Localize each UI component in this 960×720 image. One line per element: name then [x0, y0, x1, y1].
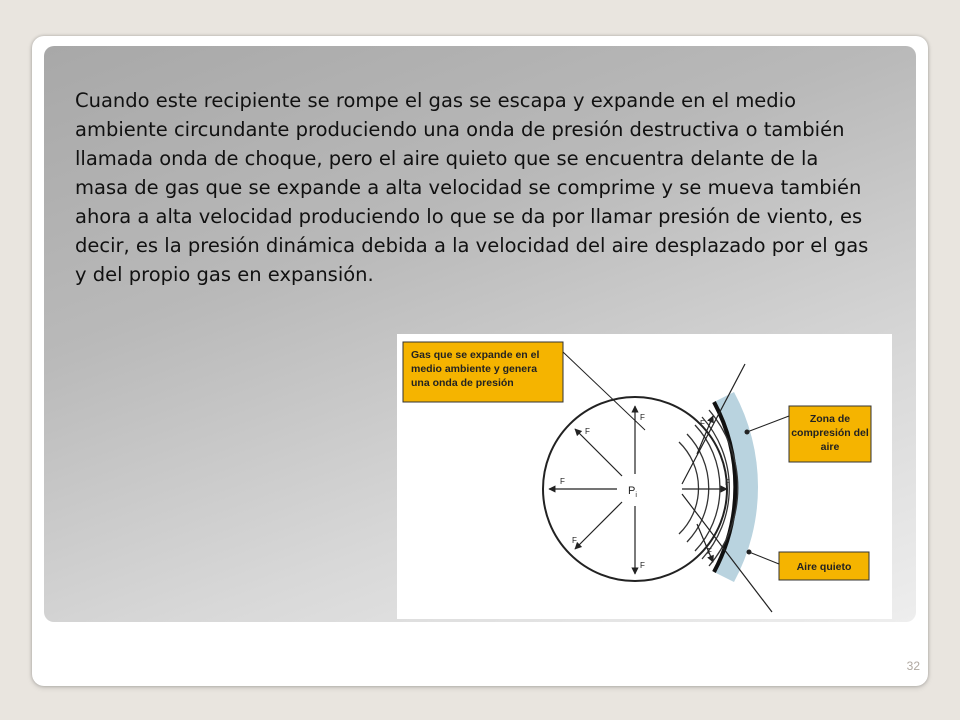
svg-text:F: F: [725, 478, 730, 487]
svg-text:F: F: [700, 419, 705, 428]
svg-text:F: F: [585, 427, 590, 436]
center-pressure-label: $P_i$: [628, 485, 637, 499]
pressure-wave-diagram: [397, 334, 892, 619]
label-compression: [789, 406, 871, 462]
pointer-still-air: [749, 552, 779, 564]
pointer-still-air-dot: [747, 550, 752, 555]
svg-text:F: F: [707, 547, 712, 556]
label-expansion: [403, 342, 563, 402]
svg-text:una onda de presión: una onda de presión: [411, 377, 514, 389]
svg-text:F: F: [640, 561, 645, 570]
label-still-air: [779, 552, 869, 580]
svg-text:F: F: [572, 536, 577, 545]
pointer-compression-dot: [745, 430, 750, 435]
svg-text:F: F: [560, 477, 565, 486]
body-text: Cuando este recipiente se rompe el gas se escapa y expande en el medio ambiente circundante produciendo una onda de presión destructiva o también llamada onda de choque, pero el aire quieto que se encuentra delante de la masa de gas que se expande a alta velocidad se comprime y se mueva también ahora a alta velocidad produciendo lo que se da por llamar presión de viento, es decir, es la presión dinámica debida a la velocidad del aire desplazado por el gas y del propio gas en expansión.: [75, 89, 869, 286]
svg-text:compresión del: compresión del: [791, 427, 869, 439]
svg-text:aire: aire: [820, 441, 840, 453]
svg-text:Zona de: Zona de: [809, 413, 851, 425]
svg-text:Gas que se expande en el: Gas que se expande en el: [411, 349, 540, 361]
svg-text:medio ambiente y genera: medio ambiente y genera: [411, 363, 538, 375]
page-number: 32: [906, 659, 920, 673]
svg-text:F: F: [640, 413, 645, 422]
pointer-compression: [747, 416, 789, 432]
svg-text:Aire quieto: Aire quieto: [796, 561, 852, 573]
